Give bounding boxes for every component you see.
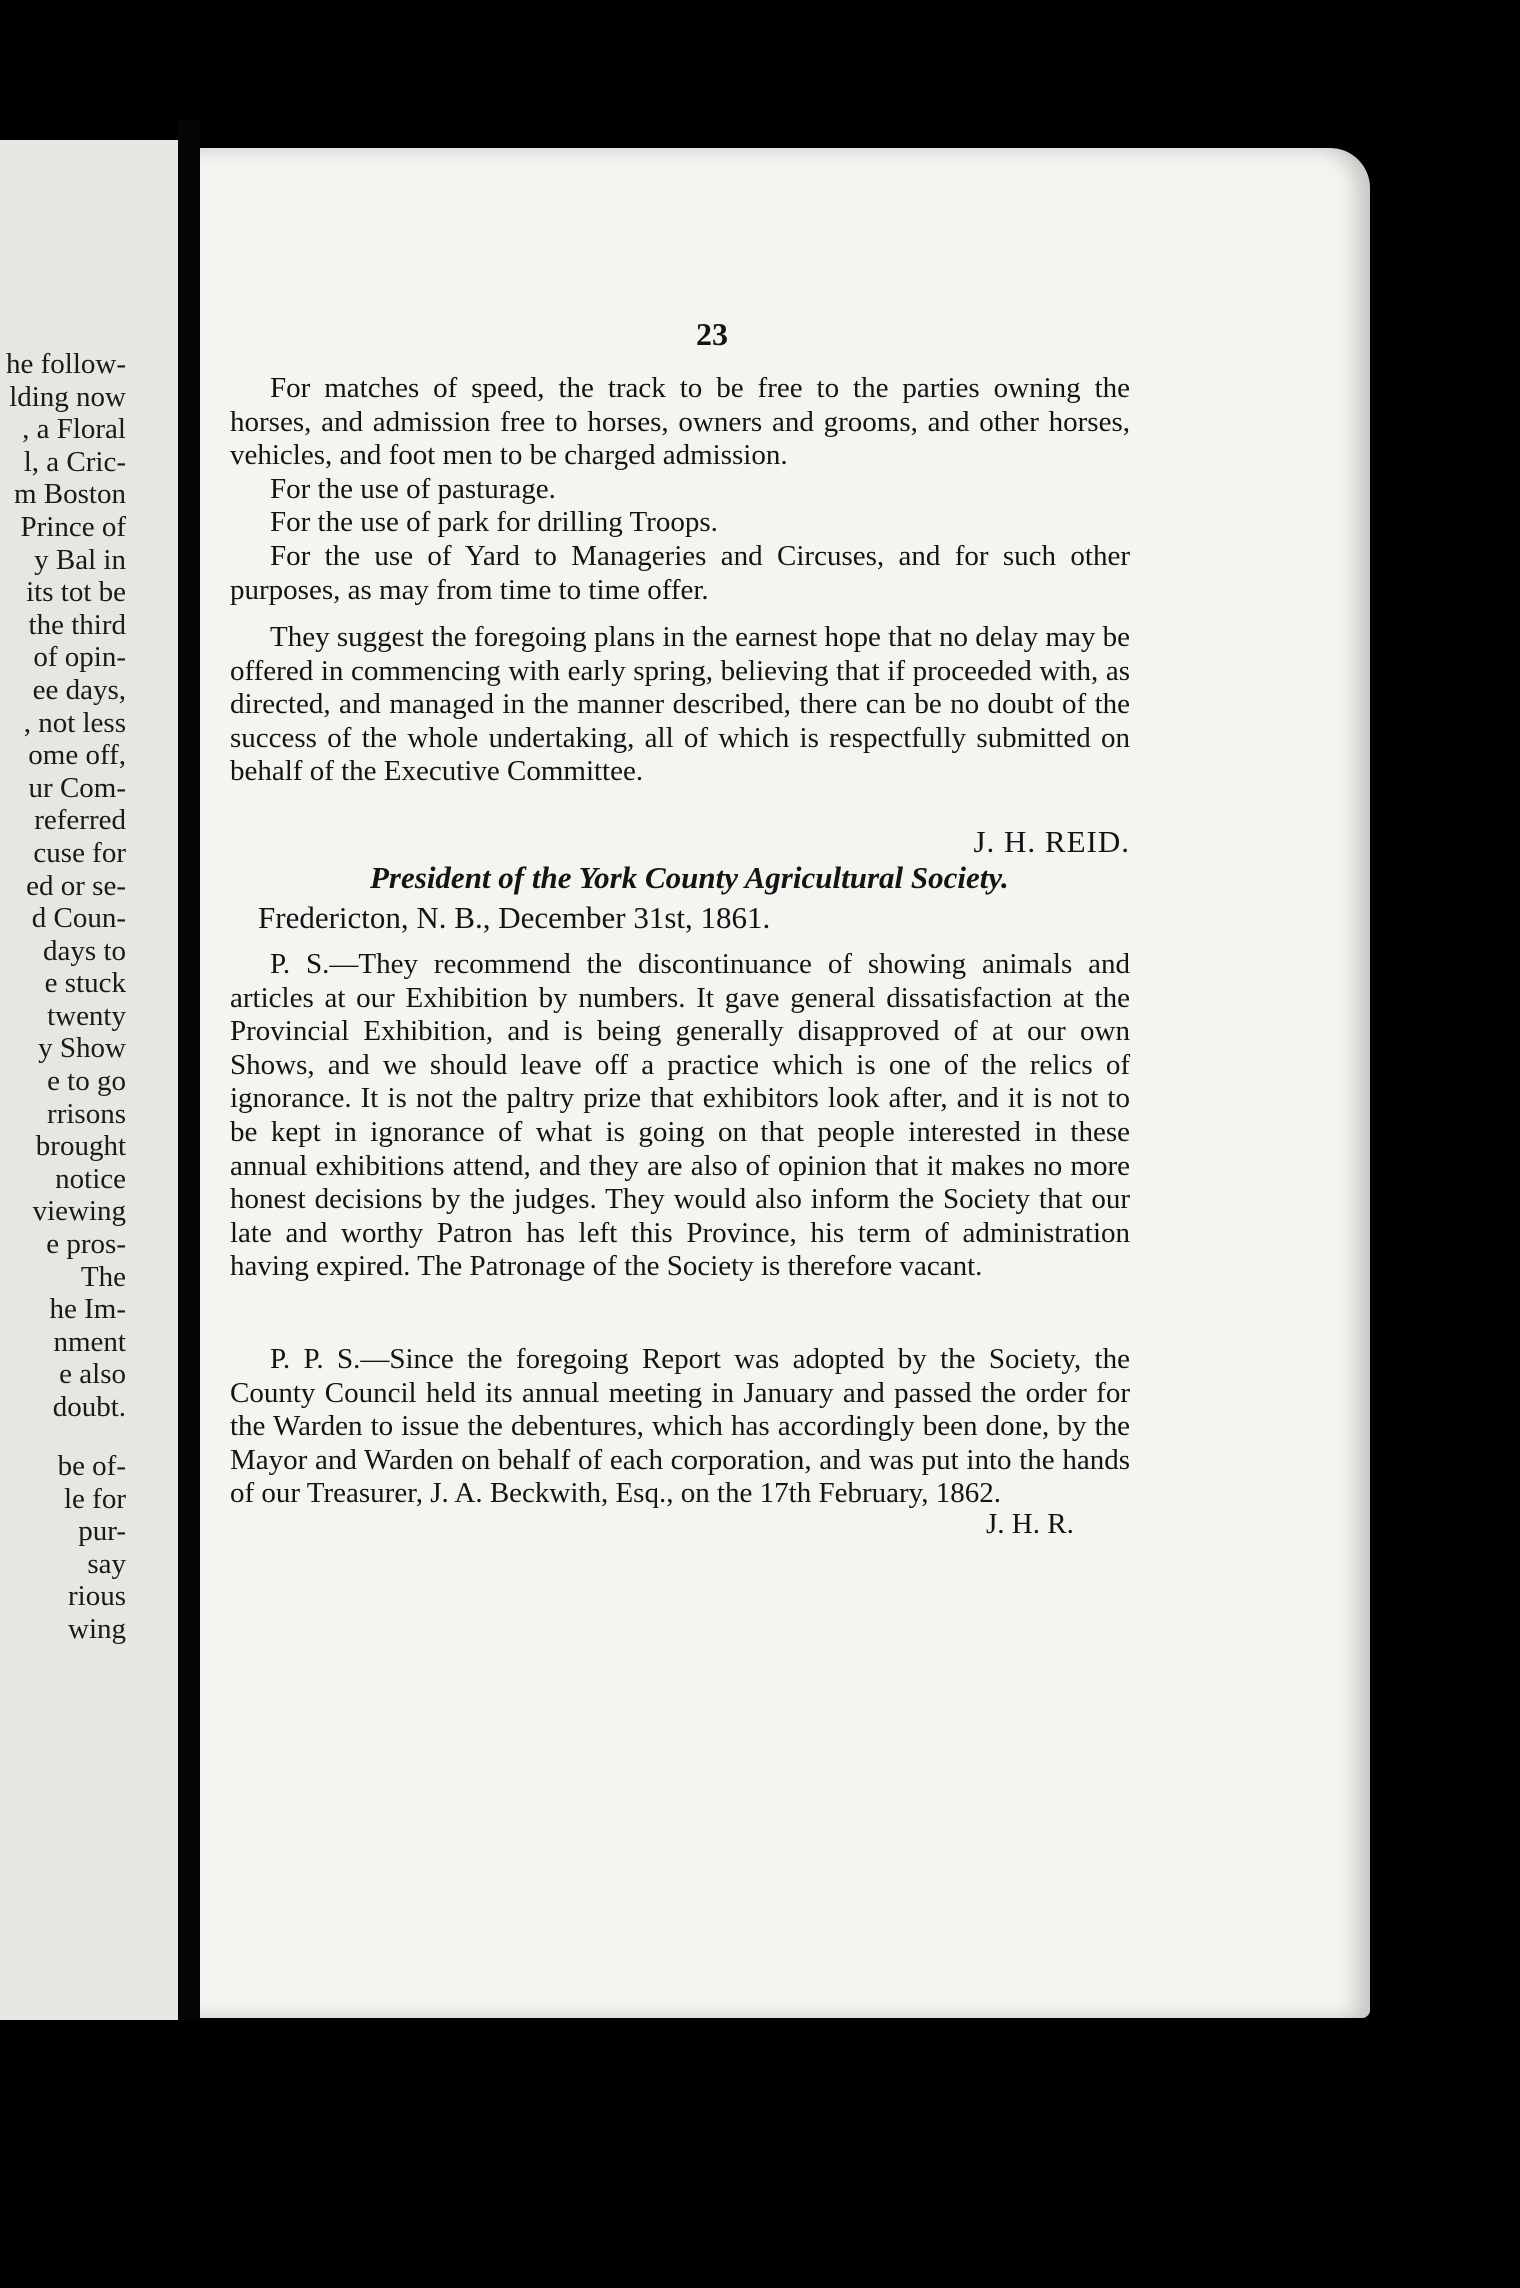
left-top-line: e also — [59, 1358, 126, 1391]
left-top-line: y Bal in — [34, 543, 126, 576]
left-page-text-bottom — [58, 1450, 126, 1646]
left-top-line: notice — [55, 1162, 126, 1195]
left-top-line: ed or se- — [26, 869, 126, 902]
left-bottom-line: say — [87, 1547, 126, 1580]
left-bottom-line: wing — [68, 1612, 126, 1645]
left-top-line: days to — [43, 934, 126, 967]
left-top-line: nment — [53, 1325, 126, 1358]
page-number: 23 — [696, 316, 728, 352]
left-top-line: referred — [34, 804, 126, 837]
paragraph-yard-circuses: For the use of Yard to Manageries and Circuses, and for such other purposes, as may from time to time offer. — [230, 540, 1130, 606]
paragraph-pasturage: For the use of pasturage. — [270, 473, 556, 505]
document-page — [200, 148, 1370, 2018]
left-top-line: doubt. — [52, 1391, 126, 1423]
left-top-line: brought — [35, 1130, 126, 1163]
left-bottom-line: le for — [64, 1482, 126, 1515]
left-top-line: , a Floral — [22, 413, 126, 446]
signature-name: J. H. REID. — [973, 824, 1130, 859]
page-gutter — [178, 120, 200, 2020]
left-top-line: its tot be — [26, 576, 126, 609]
left-top-line: he follow- — [6, 348, 126, 380]
left-bottom-line: rious — [68, 1580, 126, 1613]
left-top-line: viewing — [32, 1195, 126, 1228]
left-top-line: e to go — [47, 1065, 126, 1098]
left-top-line: e pros- — [46, 1228, 126, 1261]
left-top-line: ome off, — [28, 739, 126, 772]
left-top-line: The — [80, 1260, 126, 1293]
postscript: P. S.—They recommend the discontinuance of showing animals and articles at our Exhibition by numbers. It gave general dissatisfaction at the Provincial Exhibition, and is being generally disapproved of at our own Shows, and we should leave off a practice which is one of the relics of ignorance. It is not the paltry prize that exhibitors look after, and it is not to be kept in ignorance of what is going on that people interested in these annual exhibitions attend, and they are also of opinion that it makes no more honest decisions by the judges. They would also inform the Society that our late and worthy Patron has left this Province, his term of administration having expired. The Patronage of the Society is therefore vacant. — [230, 948, 1130, 1283]
left-page-text-top — [6, 348, 126, 1424]
left-top-line: e stuck — [44, 967, 126, 1000]
left-top-line: rrisons — [47, 1097, 126, 1130]
left-top-line: twenty — [47, 999, 126, 1032]
left-top-line: y Show — [38, 1032, 126, 1065]
signature-title: President of the York County Agricultural Society. — [370, 860, 1009, 895]
left-top-line: d Coun- — [31, 902, 126, 935]
left-page-fragment — [0, 140, 178, 2020]
final-initials: J. H. R. — [986, 1508, 1074, 1540]
left-top-line: m Boston — [14, 478, 126, 511]
paragraph-speed-matches: For matches of speed, the track to be free to the parties owning the horses, and admission free to horses, owners and grooms, and other horses, vehicles, and foot men to be charged admission. — [230, 372, 1130, 472]
left-top-line: Prince of — [20, 510, 126, 543]
left-top-line: , not less — [23, 706, 126, 739]
left-top-line: l, a Cric- — [23, 445, 126, 478]
left-top-line: the third — [28, 608, 126, 641]
left-top-line: of opin- — [33, 641, 126, 674]
second-postscript: P. P. S.—Since the foregoing Report was adopted by the Society, the County Council held its annual meeting in January and passed the order for the Warden to issue the debentures, which has accordingly been done, by the Mayor and Warden on behalf of each corporation, and was put into the hands of our Treasurer, J. A. Beckwith, Esq., on the 17th February, 1862. — [230, 1343, 1130, 1510]
dateline: Fredericton, N. B., December 31st, 1861. — [258, 900, 771, 935]
paragraph-suggestion: They suggest the foregoing plans in the earnest hope that no delay may be offered in commencing with early spring, believing that if proceeded with, as directed, and managed in the manner described, there can be no doubt of the success of the whole undertaking, all of which is respectfully submitted on behalf of the Executive Committee. — [230, 621, 1130, 788]
left-bottom-line: be of- — [57, 1450, 126, 1482]
paragraph-troops: For the use of park for drilling Troops. — [270, 506, 718, 538]
left-bottom-line: pur- — [78, 1515, 126, 1548]
left-top-line: he Im- — [49, 1293, 126, 1326]
left-top-line: ee days, — [32, 673, 126, 706]
left-top-line: cuse for — [33, 836, 126, 869]
left-top-line: lding now — [9, 380, 126, 413]
left-top-line: ur Com- — [28, 771, 126, 804]
